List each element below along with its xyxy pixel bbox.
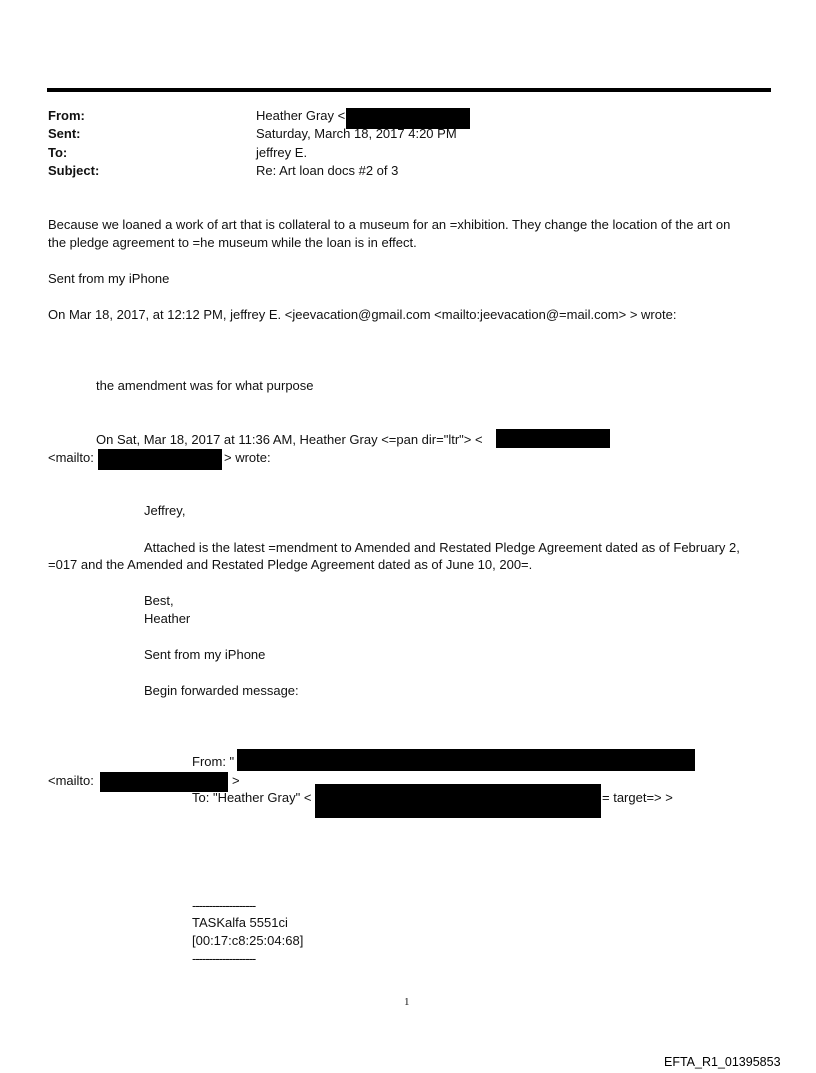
attached-line2: =017 and the Amended and Restated Pledge Agreement dated as of June 10, 200=. bbox=[48, 557, 533, 572]
redaction-quote2-email bbox=[496, 429, 610, 448]
begin-forwarded: Begin forwarded message: bbox=[144, 683, 299, 698]
header-rule bbox=[47, 88, 771, 92]
quote2-line1: On Sat, Mar 18, 2017 at 11:36 AM, Heather Gray <=pan dir="ltr"> < bbox=[96, 432, 483, 447]
footer-document-id: EFTA_R1_01395853 bbox=[664, 1055, 781, 1069]
device-mac: [00:17:c8:25:04:68] bbox=[192, 933, 304, 948]
to-value: jeffrey E. bbox=[256, 145, 308, 160]
fwd-target: = target=> > bbox=[602, 790, 673, 805]
fwd-mailto-close: > bbox=[232, 773, 240, 788]
reply-text: the amendment was for what purpose bbox=[96, 378, 314, 393]
redaction-fwd-from bbox=[237, 749, 695, 771]
redaction-fwd-to bbox=[315, 784, 601, 818]
signature-name: Heather bbox=[144, 611, 191, 626]
fwd-mailto: <mailto: bbox=[48, 773, 94, 788]
subject-value: Re: Art loan docs #2 of 3 bbox=[256, 163, 399, 178]
page-number: 1 bbox=[404, 996, 410, 1008]
redaction-quote2-mailto bbox=[98, 449, 222, 470]
body-para1-line1: Because we loaned a work of art that is collateral to a museum for an =xhibition. They change the location of the art on bbox=[48, 217, 731, 232]
dashes-bottom: ------------------- bbox=[192, 951, 256, 966]
greeting: Jeffrey, bbox=[144, 503, 186, 518]
sent-from-iphone-1: Sent from my iPhone bbox=[48, 271, 170, 286]
fwd-from: From: " bbox=[192, 754, 235, 769]
sent-from-iphone-2: Sent from my iPhone bbox=[144, 647, 266, 662]
redaction-fwd-mailto bbox=[100, 772, 228, 792]
attached-line1: Attached is the latest =mendment to Amended and Restated Pledge Agreement dated as of February 2, bbox=[144, 540, 740, 555]
subject-label: Subject: bbox=[48, 163, 100, 178]
quote-intro: On Mar 18, 2017, at 12:12 PM, jeffrey E. <jeevacation@gmail.com <mailto:jeevacation@=mail.com> > wrote: bbox=[48, 307, 677, 322]
quote2-wrote: > wrote: bbox=[224, 450, 271, 465]
from-label: From: bbox=[48, 108, 85, 123]
fwd-to: To: "Heather Gray" < bbox=[192, 790, 312, 805]
body-para1-line2: the pledge agreement to =he museum while the loan is in effect. bbox=[48, 235, 417, 250]
sent-label: Sent: bbox=[48, 126, 81, 141]
sent-value: Saturday, March 18, 2017 4:20 PM bbox=[256, 126, 457, 141]
dashes-top: ------------------- bbox=[192, 898, 256, 913]
device-model: TASKalfa 5551ci bbox=[192, 915, 288, 930]
to-label: To: bbox=[48, 145, 68, 160]
quote2-mailto: <mailto: bbox=[48, 450, 94, 465]
from-value: Heather Gray < bbox=[256, 108, 346, 123]
closing-best: Best, bbox=[144, 593, 174, 608]
